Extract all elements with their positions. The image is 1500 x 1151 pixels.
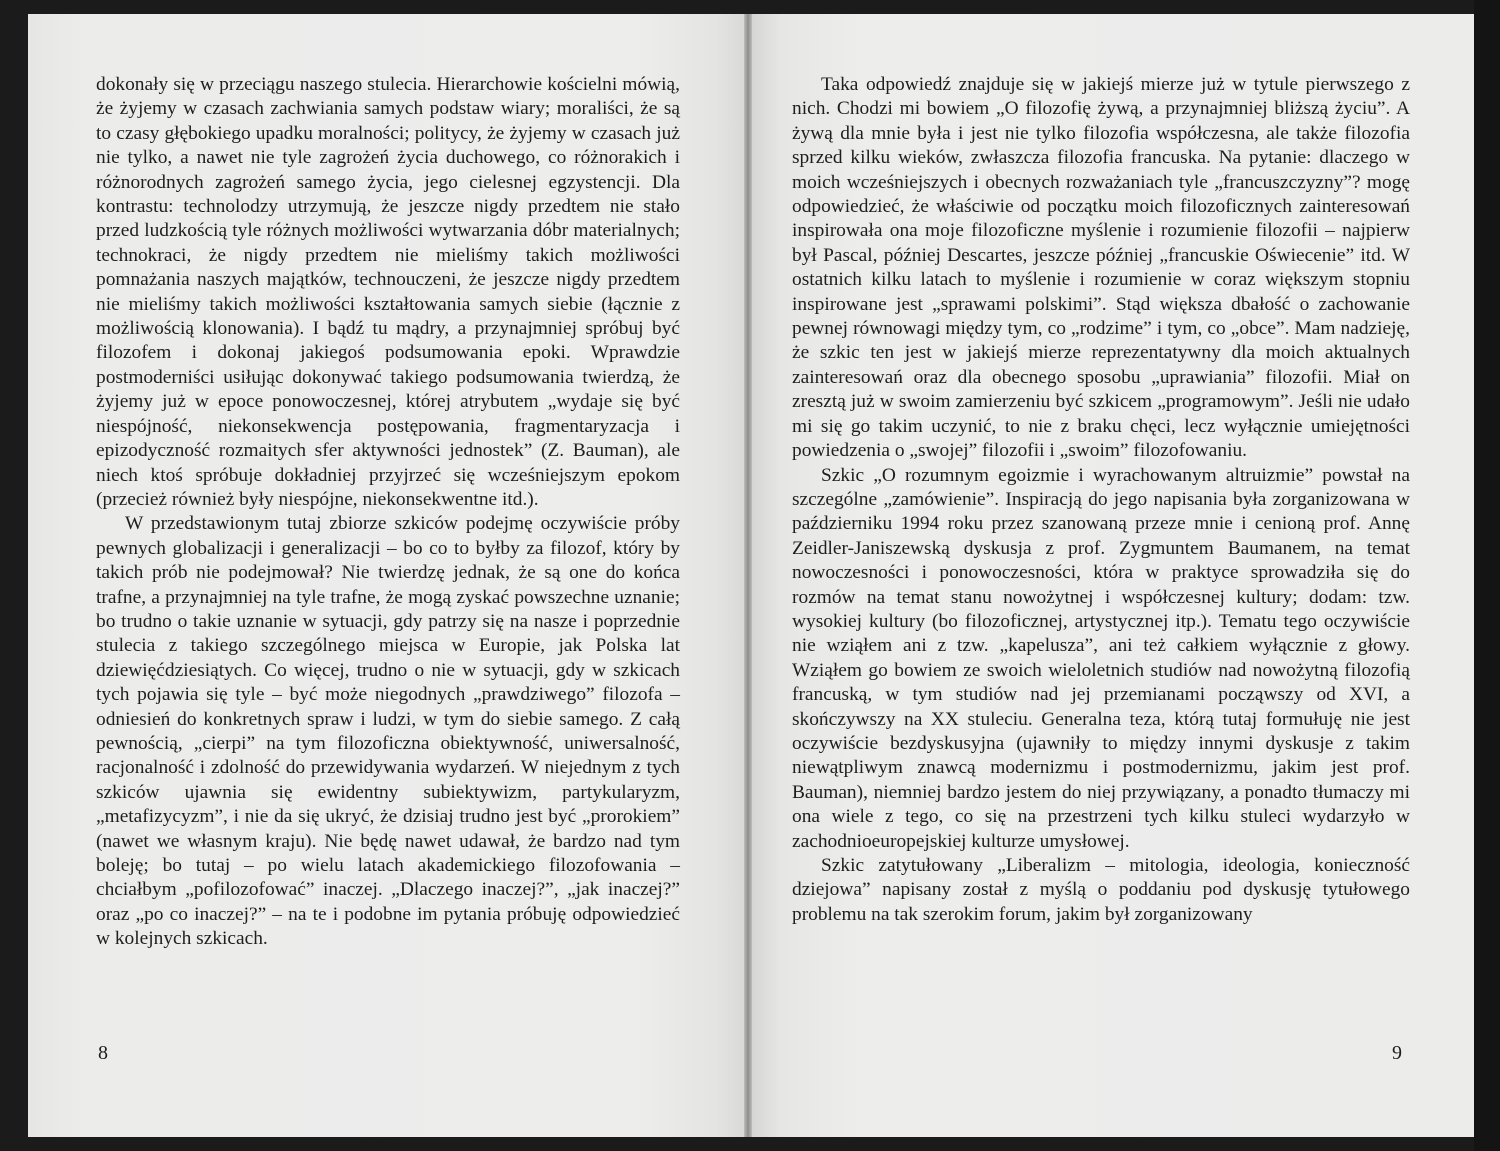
paragraph: Szkic „O rozumnym egoizmie i wyrachowanym altruizmie” powstał na szczególne „zamówienie”. Inspiracją do jego napisania była zorganizowana w październiku 1994 roku przez szanowaną przeze mnie i cenioną prof. Annę Zeidler-Janiszewską dyskusja z prof. Zygmuntem Baumanem, na temat nowoczesności i ponowoczesności, która w praktyce sprowadziła się do rozmów na temat stanu nowożytnej i współczesnej kultury; dodam: tzw. wysokiej kultury (bo filozoficznej, artystycznej itp.). Tematu tego oczywiście nie wziąłem ani z tzw. „kapelusza”, ani też całkiem wyłącznie z głowy. Wziąłem go bowiem ze swoich wieloletnich studiów nad nowożytną filozofią francuską, w tym studiów nad jej przemianami począwszy od XVI, a skończywszy na XX stuleciu. Generalna teza, którą tutaj formułuję nie jest oczywiście bezdyskusyjna (ujawniły to między innymi dyskusje z takim niewątpliwym znawcą modernizmu i postmodernizmu, jakim jest prof. Bauman), niemniej bardzo jestem do niej przywiązany, a ponadto tłumaczy mi ona wiele z tego, co się na przestrzeni tych kilku stuleci wydarzyło w zachodnioeuropejskiej kulturze umysłowej. — [792, 464, 1410, 852]
page-number: 8 — [98, 1042, 108, 1064]
scan-edge — [1474, 0, 1500, 1151]
right-page — [752, 14, 1474, 1137]
right-page-text — [792, 73, 1410, 927]
paragraph: Szkic zatytułowany „Liberalizm – mitologia, ideologia, konieczność dziejowa” napisany został z myślą o poddaniu pod dyskusję tytułowego problemu na tak szerokim forum, jakim był zorganizowany — [792, 855, 1410, 925]
book-gutter — [744, 14, 752, 1137]
page-number: 9 — [1392, 1042, 1402, 1064]
left-page — [28, 14, 744, 1137]
paragraph: dokonały się w przeciągu naszego stulecia. Hierarchowie kościelni mówią, że żyjemy w czasach zachwiania samych podstaw wiary; moraliści, że są to czasy głębokiego upadku moralności; politycy, że żyjemy w czasach już nie tylko, a nawet nie tyle zagrożeń życia duchowego, co różnorakich i różnorodnych zagrożeń samego życia, jego cielesnej egzystencji. Dla kontrastu: technolodzy utrzymują, że jeszcze nigdy przedtem nie stało przed ludzkością tyle różnych możliwości wytwarzania dóbr materialnych; technokraci, że nigdy przedtem nie mieliśmy takich możliwości pomnażania naszych majątków, technouczeni, że jeszcze nigdy przedtem nie mieliśmy takich możliwości kształtowania samych siebie (łącznie z możliwością klonowania). I bądź tu mądry, a przynajmniej spróbuj być filozofem i dokonaj jakiegoś podsumowania epoki. Wprawdzie postmoderniści usiłując dokonywać takiego podsumowania twierdzą, że żyjemy już w epoce ponowoczesnej, której atrybutem „wydaje się być niespójność, niekonsekwencja postępowania, fragmentaryzacja i epizodyczność rozmaitych sfer aktywności jednostek” (Z. Bauman), ale niech ktoś spróbuje dokładniej przyjrzeć się wcześniejszym epokom (przecież również były niespójne, niekonsekwentne itd.). — [96, 74, 680, 510]
left-page-text — [96, 73, 680, 952]
paragraph: Taka odpowiedź znajduje się w jakiejś mierze już w tytule pierwszego z nich. Chodzi mi bowiem „O filozofię żywą, a przynajmniej bliższą życiu”. A żywą dla mnie była i jest nie tylko filozofia współczesna, ale także filozofia sprzed kilku wieków, zwłaszcza filozofia francuska. Na pytanie: dlaczego w moich wcześniejszych i obecnych rozważaniach tyle „francuszczyzny”? mogę odpowiedzieć, że właściwie od początku moich filozoficznych zainteresowań inspirowała ona moje filozoficzne myślenie i rozumienie filozofii – najpierw był Pascal, później Descartes, jeszcze później „francuskie Oświecenie” itd. W ostatnich kilku latach to myślenie i rozumienie w coraz większym stopniu inspirowane jest „sprawami polskimi”. Stąd większa dbałość o zachowanie pewnej równowagi między tym, co „rodzime” i tym, co „obce”. Mam nadzieję, że szkic ten jest w jakiejś mierze reprezentatywny dla moich aktualnych zainteresowań oraz dla obecnego sposobu „uprawiania” filozofii. Miał on zresztą już w swoim zamierzeniu być szkicem „programowym”. Jeśli nie udało mi się go takim uczynić, to nie z braku chęci, lecz wyłącznie umiejętności powiedzenia o „swojej” filozofii i „swoim” filozofowaniu. — [792, 74, 1410, 462]
paragraph: W przedstawionym tutaj zbiorze szkiców podejmę oczywiście próby pewnych globalizacji i generalizacji – bo co to byłby za filozof, który by takich prób nie podejmował? Nie twierdzę jednak, że są one do końca trafne, a przynajmniej na tyle trafne, że mogą zyskać powszechne uznanie; bo trudno o takie uznanie w sytuacji, gdy patrzy się na nasze i poprzednie stulecia z takiego szczególnego miejsca w Europie, jak Polska lat dziewięćdziesiątych. Co więcej, trudno o nie w sytuacji, gdy w szkicach tych pojawia się tyle – być może niegodnych „prawdziwego” filozofa – odniesień do konkretnych spraw i ludzi, w tym do siebie samego. Z całą pewnością, „cierpi” na tym filozoficzna obiektywność, uniwersalność, racjonalność i zdolność do przewidywania wydarzeń. W niejednym z tych szkiców ujawnia się ewidentny subiektywizm, partykularyzm, „metafizycyzm”, i nie da się ukryć, że dzisiaj trudno jest być „prorokiem” (nawet we własnym kraju). Nie będę nawet udawał, że bardzo nad tym boleję; bo tutaj – po wielu latach akademickiego filozofowania – chciałbym „pofilozofować” inaczej. „Dlaczego inaczej?”, „jak inaczej?” oraz „po co inaczej?” – na te i podobne im pytania próbuję odpowiedzieć w kolejnych szkicach. — [96, 513, 680, 950]
